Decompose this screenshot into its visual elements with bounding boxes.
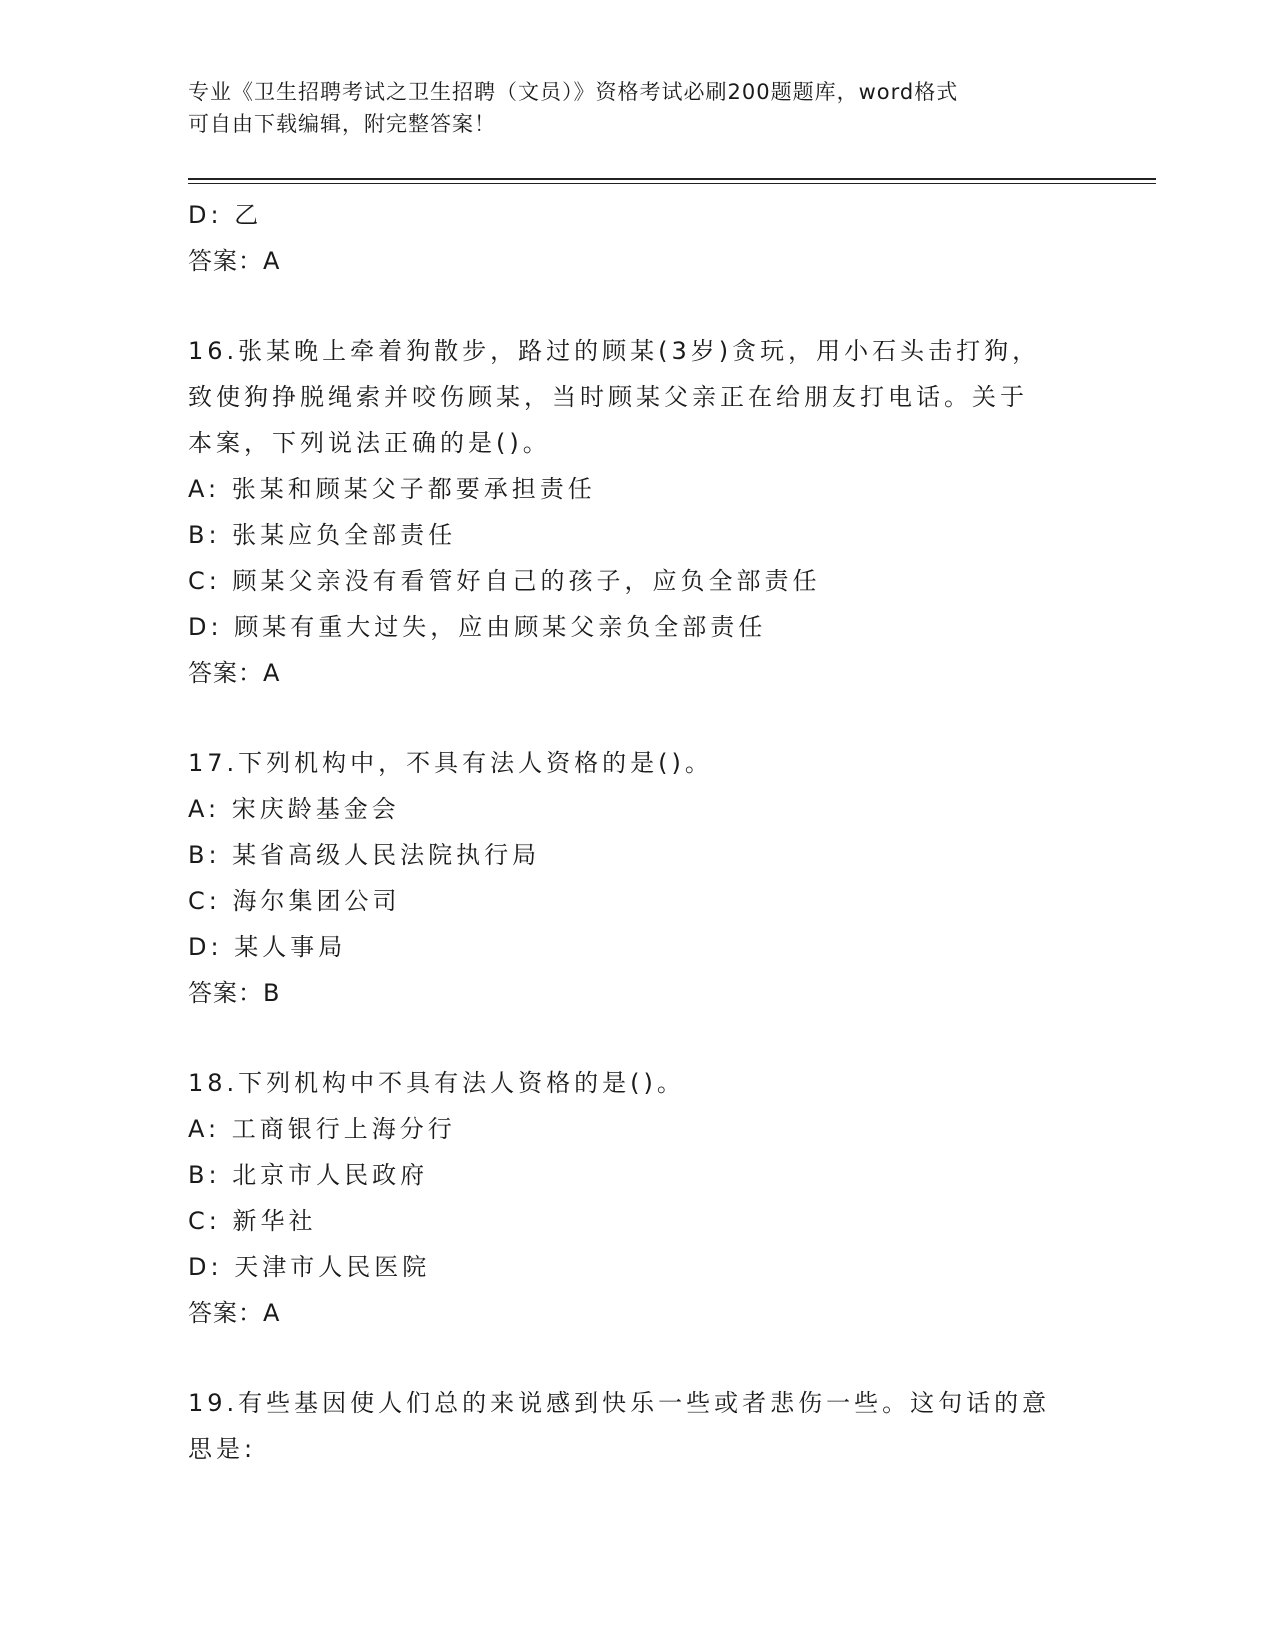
header-line-2: 可自由下载编辑，附完整答案！	[188, 112, 496, 136]
question-16-text-2: 致使狗挣脱绳索并咬伤顾某，当时顾某父亲正在给朋友打电话。关于	[188, 383, 1028, 411]
header-divider-thin	[188, 183, 1156, 184]
question-16-option-b: B: 张某应负全部责任	[188, 521, 457, 549]
question-17-option-d: D: 某人事局	[188, 933, 347, 961]
question-16-text-1: 16.张某晚上牵着狗散步，路过的顾某(3岁)贪玩，用小石头击打狗，	[188, 337, 1041, 365]
question-16-option-a: A: 张某和顾某父子都要承担责任	[188, 475, 596, 503]
spacer	[188, 1016, 1088, 1060]
question-18-option-a: A: 工商银行上海分行	[188, 1115, 456, 1143]
question-18	[188, 1060, 1088, 1336]
spacer	[188, 284, 1088, 328]
question-18-option-b: B: 北京市人民政府	[188, 1161, 429, 1189]
question-16-text-3: 本案，下列说法正确的是()。	[188, 429, 551, 457]
question-content	[188, 192, 1088, 1472]
question-18-text-1: 18.下列机构中不具有法人资格的是()。	[188, 1069, 685, 1097]
header-line-1: 专业《卫生招聘考试之卫生招聘（文员）》资格考试必刷200题题库，word格式	[188, 80, 959, 104]
question-19	[188, 1380, 1088, 1472]
question-17	[188, 740, 1088, 1016]
question-18-answer: 答案：A	[188, 1299, 281, 1327]
question-19-text-2: 思是:	[188, 1435, 257, 1463]
prev-answer: 答案：A	[188, 247, 281, 275]
header-divider-thick	[188, 178, 1156, 180]
question-17-option-b: B: 某省高级人民法院执行局	[188, 841, 541, 869]
question-17-text-1: 17.下列机构中，不具有法人资格的是()。	[188, 749, 713, 777]
question-16	[188, 328, 1088, 696]
question-18-option-d: D: 天津市人民医院	[188, 1253, 431, 1281]
question-18-option-c: C: 新华社	[188, 1207, 317, 1235]
question-16-option-d: D: 顾某有重大过失，应由顾某父亲负全部责任	[188, 613, 767, 641]
question-17-option-a: A: 宋庆龄基金会	[188, 795, 400, 823]
question-17-answer: 答案：B	[188, 979, 281, 1007]
prev-option-d: D: 乙	[188, 201, 263, 229]
question-19-text-1: 19.有些基因使人们总的来说感到快乐一些或者悲伤一些。这句话的意	[188, 1389, 1051, 1417]
question-17-option-c: C: 海尔集团公司	[188, 887, 401, 915]
question-16-answer: 答案：A	[188, 659, 281, 687]
document-header	[188, 76, 1088, 140]
spacer	[188, 696, 1088, 740]
question-16-option-c: C: 顾某父亲没有看管好自己的孩子，应负全部责任	[188, 567, 821, 595]
spacer	[188, 1336, 1088, 1380]
